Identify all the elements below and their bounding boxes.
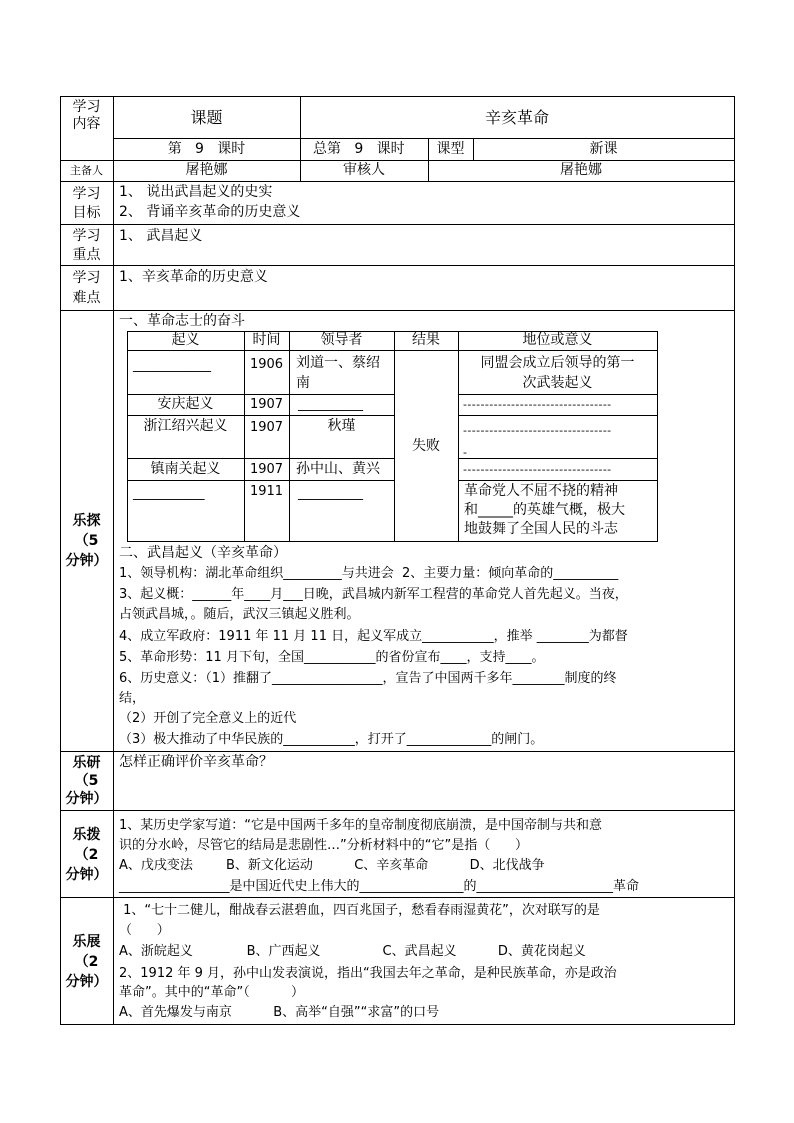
divider [60,751,735,752]
lezhan-line: 1、“七十二健儿，酣战春云湛碧血，四百兆国子，愁看春雨湿黄花”，次对联写的是 [119,903,600,918]
table-cell-meaning: 革命党人不屈不挠的精神 和_____的英雄气概，极大 地鼓舞了全国人民的斗志 [464,483,625,537]
fill-line: 3、起义概：______年____月___日晚，武昌城内新军工程营的革命党人首先起义。当夜， [119,587,628,602]
label-leba: 乐拨 （2 分钟） [65,827,108,883]
table-cell-result: 失败 [412,438,440,454]
label-ketype: 课型 [436,141,465,157]
table-cell-leader: __________ [298,397,363,412]
table-cell-leader: 孙中山、黄兴 [296,461,380,477]
lezhan-line: 2、1912 年 9 月，孙中山发表演说，指出“我国去年之革命，是种民族革命，亦是政治 [119,966,617,981]
divider [60,160,735,161]
fill-line: 5、革命形势：11 月下旬，全国___________的省份宣布____，支持____。 [119,650,545,665]
reviewer-name: 屠艳娜 [560,162,602,178]
fill-line: （2）开创了完全意义上的近代 [119,711,297,726]
divider [458,415,657,416]
fill-line: 占领武昌城，。随后，武汉三镇起义胜利。 [119,607,360,622]
divider [394,331,395,542]
label-reviewer: 审核人 [343,162,385,178]
table-border-top [60,96,735,97]
table-cell-year: 1911 [249,484,284,499]
divider [289,331,290,542]
lezhan-line: A、首先爆发与南京 B、高举“自强”“求富”的口号 [119,1005,440,1020]
divider [458,394,657,395]
divider [60,224,735,225]
col-header-uprising: 起义 [171,332,200,348]
label-lezhan: 乐展 （2 分钟） [65,934,108,990]
preparer-name: 屠艳娜 [185,162,228,178]
lesson-number: 第 9 课时 [167,141,246,157]
col-header-meaning: 地位或意义 [522,332,593,348]
leba-line: A、戊戌变法 B、新文化运动 C、辛亥革命 D、北伐战争 [119,858,545,873]
divider [127,394,394,395]
divider [127,415,394,416]
fill-line: （3）极大推动了中华民族的___________，打开了_____________的闸门。 [119,732,544,747]
divider [127,331,128,542]
label-difficulty: 学习 难点 [72,270,101,306]
table-cell-meaning: 同盟会成立后领导的第一 次武装起义 [480,355,635,391]
divider [60,265,735,266]
divider [60,810,735,811]
lesson-total: 总第 9 课时 [313,141,405,157]
section-1-title: 一、革命志士的奋斗 [119,313,245,329]
label-leyan: 乐研 （5 分钟） [65,755,108,807]
table-cell-year: 1907 [249,462,284,477]
divider [458,480,657,481]
difficulty-text: 1、辛亥革命的历史意义 [119,269,268,285]
col-header-result: 结果 [412,332,440,348]
table-cell-uprising: 浙江绍兴起义 [143,418,228,434]
label-learn-content: 学习 内容 [72,99,101,132]
divider [127,480,394,481]
label-goals: 学习 目标 [72,186,101,221]
goal-item: 1、 说出武昌起义的史实 [119,184,273,200]
divider [113,138,735,139]
fill-line: 6、历史意义：（1）推翻了_________________，宣告了中国两千多年________制度的终 [119,671,617,686]
divider [127,458,394,459]
leba-line: 识的分水岭，尽管它的结局是悲剧性…”分析材料中的“它”是指（ ） [119,838,528,853]
lesson-type: 新课 [589,141,618,157]
divider [60,310,735,311]
table-cell-meaning: ---------------------------------- [463,398,612,411]
label-key-point: 学习 重点 [72,228,101,263]
leba-line: 1、某历史学家写道：“它是中国两千多年的皇帝制度彻底崩溃，是中国帝制与共和意 [119,818,603,833]
table-cell-leader: 秋瑾 [327,418,356,434]
table-cell-uprising: 安庆起义 [157,396,214,412]
table-cell-meaning: ---------------------------------- [463,463,612,476]
fill-line: 1、领导机构：湖北革命组织_________与共进会 2、主要力量：倾向革命的__________ [119,566,619,581]
divider [657,331,658,542]
key-point-text: 1、 武昌起义 [119,228,203,244]
label-preparer: 主备人 [70,164,103,177]
fill-line: 结， [119,691,146,706]
fill-line: 4、成立军政府：1911 年 11 月 11 日，起义军成立___________，推举 ________为都督 [119,629,628,644]
label-column-divider [113,96,114,1025]
lezhan-line: A、浙皖起义 B、广西起义 C、武昌起义 D、黄花岗起义 [119,944,586,959]
table-cell-uprising: ___________ [133,486,205,501]
divider [127,541,658,542]
lesson-topic: 辛亥革命 [484,108,549,127]
divider [60,897,735,898]
label-keti: 课题 [190,108,223,127]
table-border-right [734,96,735,1025]
lezhan-line: 革命”。其中的“革命”（ ） [119,985,305,1000]
leba-line: _________________是中国近代史上伟大的________________的_____________________革命 [119,879,640,894]
divider [60,181,735,182]
table-cell-leader: 刘道一、蔡绍 南 [296,355,380,391]
section-2-title: 二、武昌起义（辛亥革命） [119,545,287,561]
col-header-year: 时间 [252,332,281,348]
table-cell-year: 1906 [249,357,284,372]
table-cell-uprising: ____________ [133,358,211,373]
table-cell-year: 1907 [249,420,284,435]
divider [127,350,658,351]
leyan-question: 怎样正确评价辛亥革命？ [119,754,273,770]
label-letan: 乐探 （5 分钟） [65,513,108,569]
table-cell-year: 1907 [249,397,284,412]
table-cell-uprising: 镇南关起义 [150,461,221,477]
lezhan-line: （ ） [119,923,170,938]
table-cell-leader: __________ [298,486,363,501]
table-border-bottom [60,1024,735,1025]
col-header-leader: 领导者 [320,332,363,348]
goal-item: 2、 背诵辛亥革命的历史意义 [119,204,301,220]
table-cell-meaning: ---------------------------------- - [463,424,612,459]
